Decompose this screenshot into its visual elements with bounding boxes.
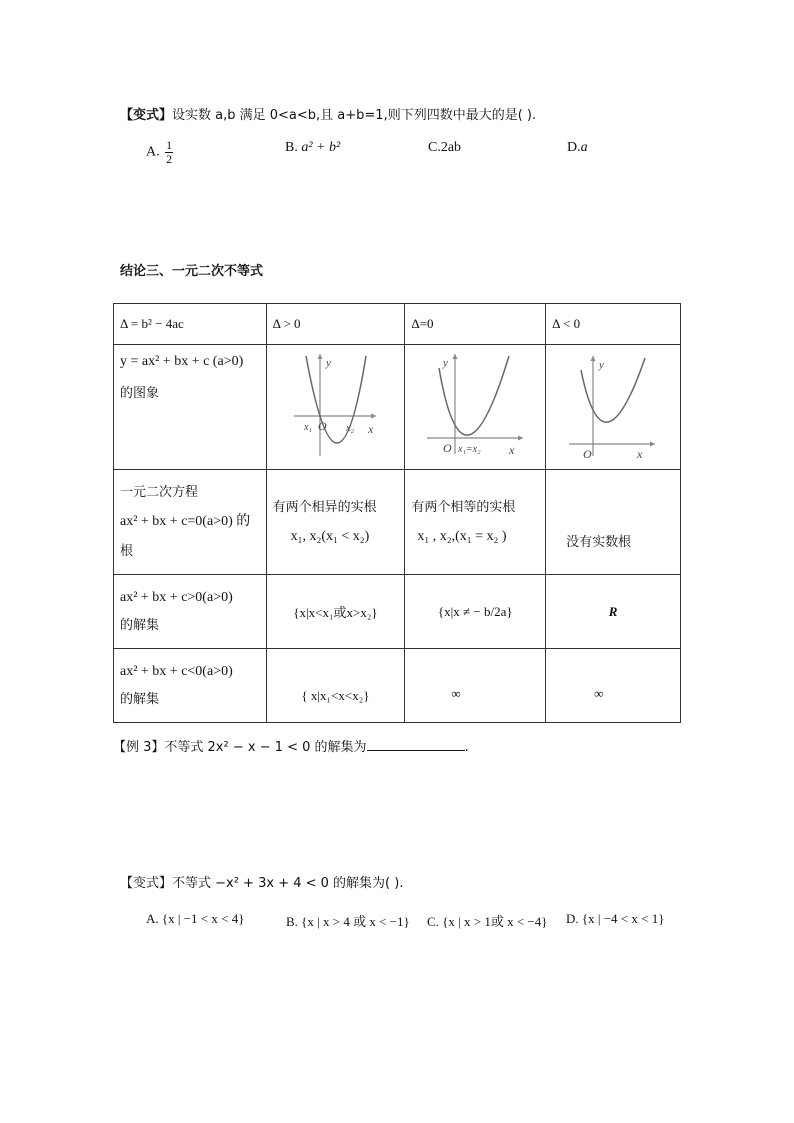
option-d-label: D. xyxy=(567,140,581,155)
origin-label: O xyxy=(443,441,452,455)
header-positive: Δ > 0 xyxy=(266,304,405,345)
fraction-half: $\frac{1}{2}$ xyxy=(166,138,173,166)
table-header-row xyxy=(114,304,681,345)
greater-row-label xyxy=(114,575,267,649)
graph-label-line1: y = ax² + bx + c (a>0) xyxy=(120,354,244,369)
roots-two-distinct xyxy=(266,470,405,575)
variant-question xyxy=(120,104,536,123)
root-x1-label: x₁ xyxy=(304,422,313,433)
table-row-less xyxy=(114,649,681,723)
graph-one-root xyxy=(405,345,546,470)
less-label-line2: 的解集 xyxy=(120,692,160,707)
less-solution-two-roots: { x|x₁<x<x₂} xyxy=(266,649,405,723)
root-x2-label: x₂ xyxy=(346,423,355,434)
greater-solution-no-root: R xyxy=(546,575,681,649)
double-root-label: x₁=x₂ xyxy=(458,444,481,455)
example-3 xyxy=(113,736,469,755)
greater-solution-one-root: {x|x ≠ − b/2a} xyxy=(405,575,546,649)
roots-label-line2: ax² + bx + c=0(a>0) 的 xyxy=(120,514,251,529)
greater-solution-two-roots: {x|x<x₁或x>x₂} xyxy=(266,575,405,649)
axis-y-label: y xyxy=(599,359,604,371)
greater-label-line1: ax² + bx + c>0(a>0) xyxy=(120,590,233,605)
axis-x-label: x xyxy=(368,422,374,436)
option-c-label: C. xyxy=(428,140,441,155)
graph-no-root xyxy=(546,345,681,470)
less-solution-one-root: ∞ xyxy=(405,649,546,723)
header-zero: Δ=0 xyxy=(405,304,546,345)
graph-row-label xyxy=(114,345,267,470)
variant-2-option-b: B. {x | x > 4 或 x < −1} xyxy=(286,914,410,929)
variant-2-option-d: D. {x | −4 < x < 1} xyxy=(566,911,665,926)
parabola-no-root xyxy=(565,350,661,460)
inequality-table xyxy=(113,303,681,723)
option-d-text: a xyxy=(580,140,588,155)
option-a xyxy=(146,139,173,165)
less-solution-no-root: ∞ xyxy=(546,649,681,723)
roots-label-line3: 根 xyxy=(120,544,134,559)
roots-distinct-math: x₁, x₂(x₁ < x₂) xyxy=(290,528,370,544)
variant-tag: 【变式】 xyxy=(120,108,173,123)
less-row-label xyxy=(114,649,267,723)
table-row-greater xyxy=(114,575,681,649)
roots-two-equal xyxy=(405,470,546,575)
origin-label: O xyxy=(318,419,328,433)
parabola-one-root xyxy=(423,350,527,460)
answer-blank xyxy=(367,740,465,751)
option-a-label: A. xyxy=(146,144,160,160)
header-negative: Δ < 0 xyxy=(546,304,681,345)
variant-2-question: 【变式】不等式 −x² + 3x + 4 < 0 的解集为( ). xyxy=(120,876,404,891)
axis-y-label: y xyxy=(443,357,449,369)
origin-label: O xyxy=(583,447,592,460)
parabola-two-roots xyxy=(290,350,380,460)
roots-equal-text: 有两个相等的实根 xyxy=(411,499,516,515)
option-b xyxy=(285,140,340,156)
less-label-line1: ax² + bx + c<0(a>0) xyxy=(120,664,233,679)
roots-label-line1: 一元二次方程 xyxy=(120,485,199,500)
axis-y-label: y xyxy=(326,357,332,369)
axis-x-label: x xyxy=(509,443,515,457)
table-row-roots xyxy=(114,470,681,575)
graph-two-roots xyxy=(266,345,405,470)
roots-equal-math: x₁ , x₂,(x₁ = x₂ ) xyxy=(417,528,507,544)
option-c xyxy=(428,140,461,156)
example-3-end: . xyxy=(464,740,469,755)
example-3-text: 【例 3】不等式 2x² − x − 1 < 0 的解集为 xyxy=(113,740,367,755)
graph-label-line2: 的图象 xyxy=(120,386,160,401)
option-c-text: 2ab xyxy=(440,140,462,155)
table-row-graph xyxy=(114,345,681,470)
axis-x-label: x xyxy=(637,447,643,460)
variant-question-text: 设实数 a,b 满足 0<a<b,且 a+b=1,则下列四数中最大的是( ). xyxy=(172,108,537,123)
greater-label-line2: 的解集 xyxy=(120,618,160,633)
header-discriminant: Δ = b² − 4ac xyxy=(114,304,267,345)
variant-2-option-c: C. {x | x > 1或 x < −4} xyxy=(427,914,548,929)
option-b-text: a² + b² xyxy=(301,140,341,155)
roots-distinct-text: 有两个相异的实根 xyxy=(272,499,377,515)
option-b-label: B. xyxy=(285,140,298,155)
option-d xyxy=(567,140,588,156)
roots-row-label xyxy=(114,470,267,575)
variant-2-option-a: A. {x | −1 < x < 4} xyxy=(146,911,245,926)
section-title: 结论三、一元二次不等式 xyxy=(120,264,264,279)
roots-none: 没有实数根 xyxy=(546,470,681,575)
